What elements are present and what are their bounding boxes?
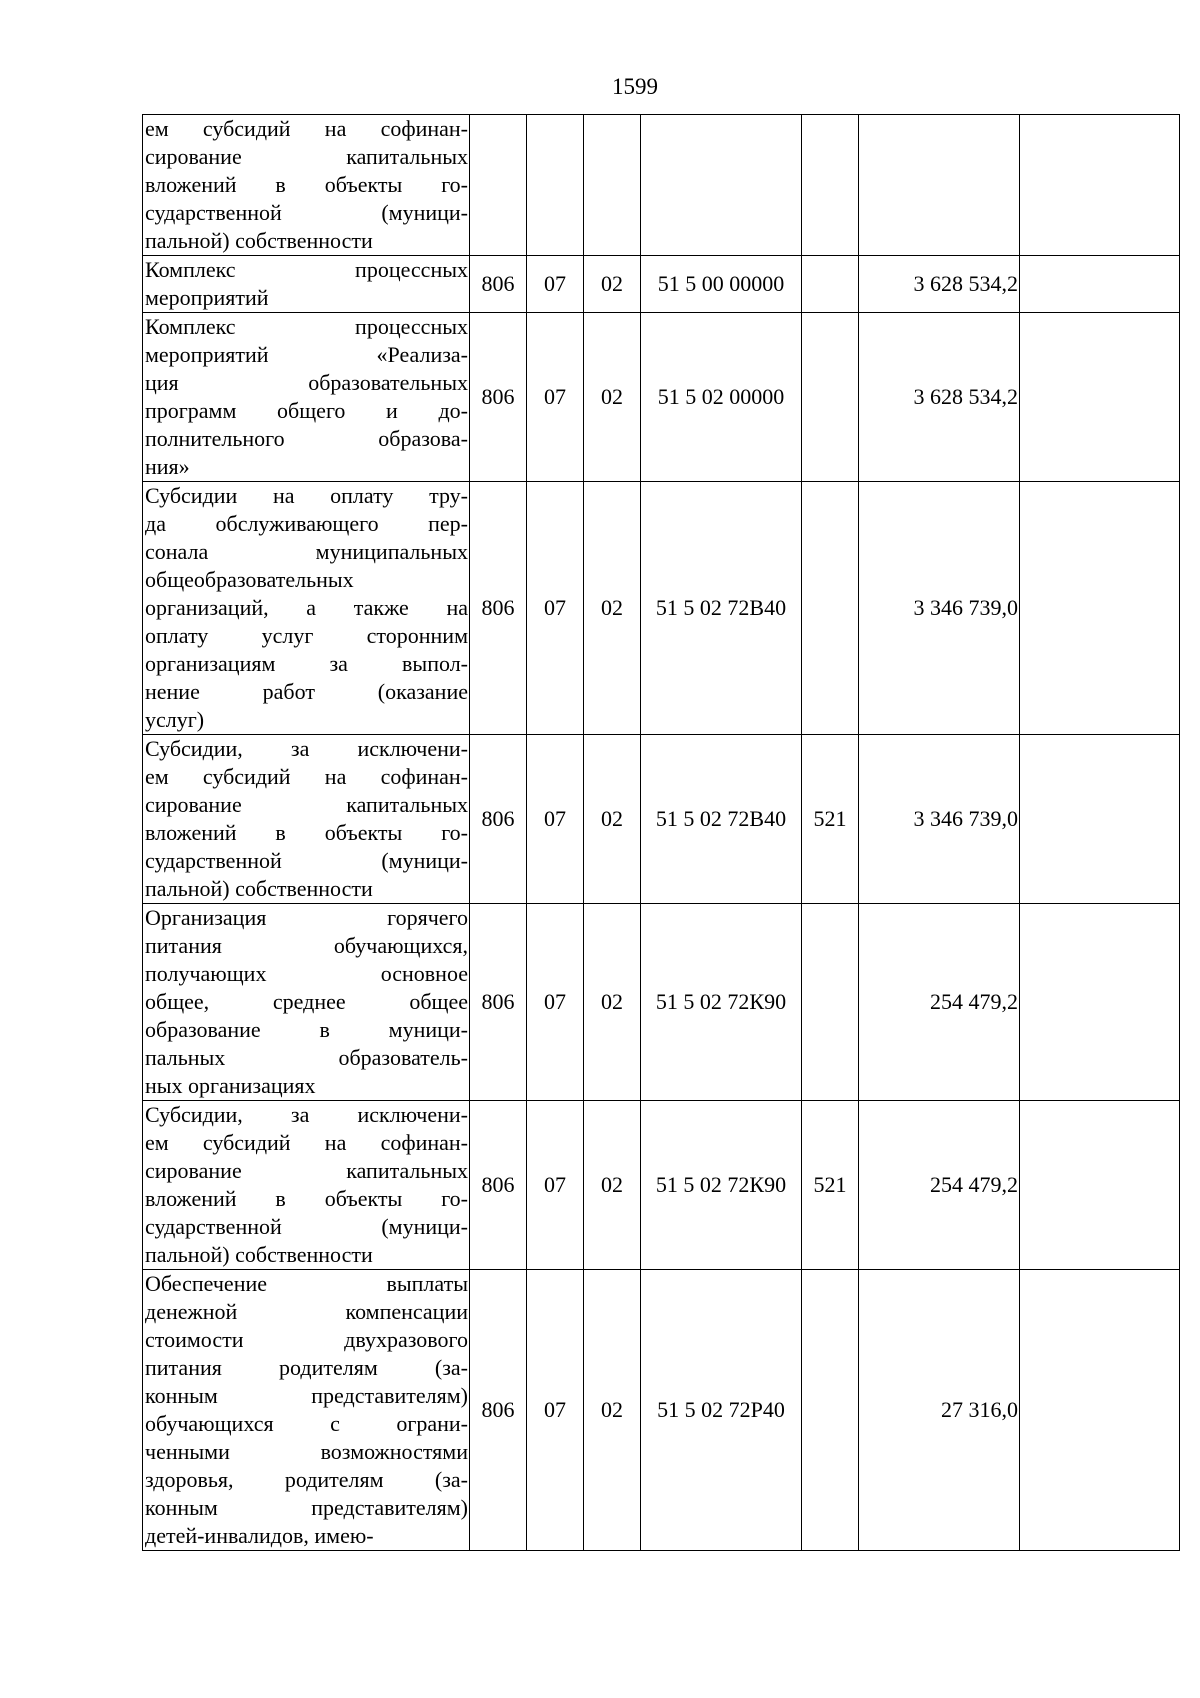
table-row bbox=[143, 256, 1180, 313]
ministry-code-cell bbox=[470, 115, 527, 256]
item-name-line: вложений в объекты го- bbox=[145, 172, 468, 197]
target-article-cell: 51 5 02 72К90 bbox=[641, 1101, 802, 1270]
item-name-cell bbox=[143, 904, 470, 1101]
ministry-code-cell: 806 bbox=[470, 904, 527, 1101]
item-name-line: сударственной (муници- bbox=[145, 200, 468, 225]
item-name-line: организациям за выпол- bbox=[145, 651, 468, 676]
item-name-line: Организация горячего bbox=[145, 905, 468, 930]
item-name-line: сонала муниципальных bbox=[145, 539, 468, 564]
table-row bbox=[143, 482, 1180, 735]
section-code-cell: 07 bbox=[527, 735, 584, 904]
item-name-line: пальной) собственности bbox=[145, 1242, 373, 1267]
target-article-cell: 51 5 02 72Р40 bbox=[641, 1270, 802, 1551]
item-name-cell bbox=[143, 115, 470, 256]
expense-type-cell bbox=[802, 1270, 859, 1551]
amount-cell: 3 346 739,0 bbox=[859, 482, 1020, 735]
expense-type-cell bbox=[802, 313, 859, 482]
item-name-line: питания родителям (за- bbox=[145, 1355, 468, 1380]
item-name-line: получающих основное bbox=[145, 961, 468, 986]
item-name-line: Субсидии, за исключени- bbox=[145, 736, 468, 761]
item-name-line: программ общего и до- bbox=[145, 398, 468, 423]
amount-cell bbox=[859, 115, 1020, 256]
expense-type-cell: 521 bbox=[802, 1101, 859, 1270]
item-name-line: Комплекс процессных bbox=[145, 257, 468, 282]
item-name-line: Комплекс процессных bbox=[145, 314, 468, 339]
item-name-line: ченными возможностями bbox=[145, 1439, 468, 1464]
target-article-cell: 51 5 02 72В40 bbox=[641, 482, 802, 735]
item-name-cell bbox=[143, 256, 470, 313]
item-name-line: мероприятий bbox=[145, 285, 269, 310]
item-name-line: сударственной (муници- bbox=[145, 848, 468, 873]
item-name-line: вложений в объекты го- bbox=[145, 1186, 468, 1211]
item-name-cell bbox=[143, 313, 470, 482]
section-code-cell: 07 bbox=[527, 1270, 584, 1551]
item-name-line: оплату услуг сторонним bbox=[145, 623, 468, 648]
target-article-cell: 51 5 02 00000 bbox=[641, 313, 802, 482]
subsection-code-cell: 02 bbox=[584, 735, 641, 904]
target-article-cell: 51 5 02 72К90 bbox=[641, 904, 802, 1101]
subsection-code-cell: 02 bbox=[584, 256, 641, 313]
item-name-cell bbox=[143, 1270, 470, 1551]
table-row bbox=[143, 115, 1180, 256]
item-name-line: нение работ (оказание bbox=[145, 679, 468, 704]
item-name-cell bbox=[143, 482, 470, 735]
item-name-cell bbox=[143, 1101, 470, 1270]
item-name-line: сирование капитальных bbox=[145, 144, 468, 169]
table-row bbox=[143, 735, 1180, 904]
item-name-line: детей-инвалидов, имею- bbox=[145, 1523, 374, 1548]
table-row bbox=[143, 313, 1180, 482]
table-row bbox=[143, 1101, 1180, 1270]
item-name-line: Обеспечение выплаты bbox=[145, 1271, 468, 1296]
item-name-line: сирование капитальных bbox=[145, 792, 468, 817]
section-code-cell bbox=[527, 115, 584, 256]
ministry-code-cell: 806 bbox=[470, 1270, 527, 1551]
item-name-line: вложений в объекты го- bbox=[145, 820, 468, 845]
item-name-line: конным представителям) bbox=[145, 1383, 468, 1408]
subsection-code-cell: 02 bbox=[584, 904, 641, 1101]
item-name-line: пальных образователь- bbox=[145, 1045, 468, 1070]
extra-amount-cell bbox=[1020, 1101, 1180, 1270]
item-name-cell bbox=[143, 735, 470, 904]
amount-cell: 254 479,2 bbox=[859, 904, 1020, 1101]
ministry-code-cell: 806 bbox=[470, 313, 527, 482]
ministry-code-cell: 806 bbox=[470, 482, 527, 735]
expense-type-cell bbox=[802, 256, 859, 313]
subsection-code-cell: 02 bbox=[584, 482, 641, 735]
item-name-line: сирование капитальных bbox=[145, 1158, 468, 1183]
item-name-line: услуг) bbox=[145, 707, 205, 732]
expense-type-cell bbox=[802, 115, 859, 256]
item-name-line: пальной) собственности bbox=[145, 876, 373, 901]
subsection-code-cell: 02 bbox=[584, 1101, 641, 1270]
item-name-line: ных организациях bbox=[145, 1073, 316, 1098]
section-code-cell: 07 bbox=[527, 1101, 584, 1270]
item-name-line: да обслуживающего пер- bbox=[145, 511, 468, 536]
extra-amount-cell bbox=[1020, 482, 1180, 735]
item-name-line: ем субсидий на софинан- bbox=[145, 116, 468, 141]
amount-cell: 254 479,2 bbox=[859, 1101, 1020, 1270]
item-name-line: организаций, а также на bbox=[145, 595, 468, 620]
section-code-cell: 07 bbox=[527, 256, 584, 313]
expense-type-cell bbox=[802, 904, 859, 1101]
amount-cell: 3 346 739,0 bbox=[859, 735, 1020, 904]
ministry-code-cell: 806 bbox=[470, 1101, 527, 1270]
item-name-line: ния» bbox=[145, 454, 190, 479]
item-name-line: денежной компенсации bbox=[145, 1299, 468, 1324]
extra-amount-cell bbox=[1020, 115, 1180, 256]
item-name-line: Субсидии, за исключени- bbox=[145, 1102, 468, 1127]
item-name-line: сударственной (муници- bbox=[145, 1214, 468, 1239]
item-name-line: стоимости двухразового bbox=[145, 1327, 468, 1352]
amount-cell: 3 628 534,2 bbox=[859, 256, 1020, 313]
item-name-line: общеобразовательных bbox=[145, 567, 354, 592]
extra-amount-cell bbox=[1020, 256, 1180, 313]
table-row bbox=[143, 904, 1180, 1101]
expense-type-cell bbox=[802, 482, 859, 735]
ministry-code-cell: 806 bbox=[470, 256, 527, 313]
item-name-line: ем субсидий на софинан- bbox=[145, 1130, 468, 1155]
subsection-code-cell: 02 bbox=[584, 313, 641, 482]
item-name-line: полнительного образова- bbox=[145, 426, 468, 451]
item-name-line: конным представителям) bbox=[145, 1495, 468, 1520]
extra-amount-cell bbox=[1020, 1270, 1180, 1551]
table-body bbox=[143, 115, 1180, 1551]
extra-amount-cell bbox=[1020, 735, 1180, 904]
extra-amount-cell bbox=[1020, 313, 1180, 482]
item-name-line: здоровья, родителям (за- bbox=[145, 1467, 468, 1492]
item-name-line: Субсидии на оплату тру- bbox=[145, 483, 468, 508]
extra-amount-cell bbox=[1020, 904, 1180, 1101]
item-name-line: пальной) собственности bbox=[145, 228, 373, 253]
target-article-cell: 51 5 00 00000 bbox=[641, 256, 802, 313]
item-name-line: обучающихся с ограни- bbox=[145, 1411, 468, 1436]
ministry-code-cell: 806 bbox=[470, 735, 527, 904]
amount-cell: 27 316,0 bbox=[859, 1270, 1020, 1551]
item-name-line: образование в муници- bbox=[145, 1017, 468, 1042]
item-name-line: ция образовательных bbox=[145, 370, 468, 395]
target-article-cell bbox=[641, 115, 802, 256]
page-number: 1599 bbox=[612, 74, 658, 99]
item-name-line: питания обучающихся, bbox=[145, 933, 468, 958]
amount-cell: 3 628 534,2 bbox=[859, 313, 1020, 482]
section-code-cell: 07 bbox=[527, 482, 584, 735]
item-name-line: мероприятий «Реализа- bbox=[145, 342, 468, 367]
expense-type-cell: 521 bbox=[802, 735, 859, 904]
budget-table bbox=[142, 114, 1180, 1551]
section-code-cell: 07 bbox=[527, 313, 584, 482]
subsection-code-cell: 02 bbox=[584, 1270, 641, 1551]
item-name-line: ем субсидий на софинан- bbox=[145, 764, 468, 789]
target-article-cell: 51 5 02 72В40 bbox=[641, 735, 802, 904]
subsection-code-cell bbox=[584, 115, 641, 256]
item-name-line: общее, среднее общее bbox=[145, 989, 468, 1014]
section-code-cell: 07 bbox=[527, 904, 584, 1101]
table-row bbox=[143, 1270, 1180, 1551]
